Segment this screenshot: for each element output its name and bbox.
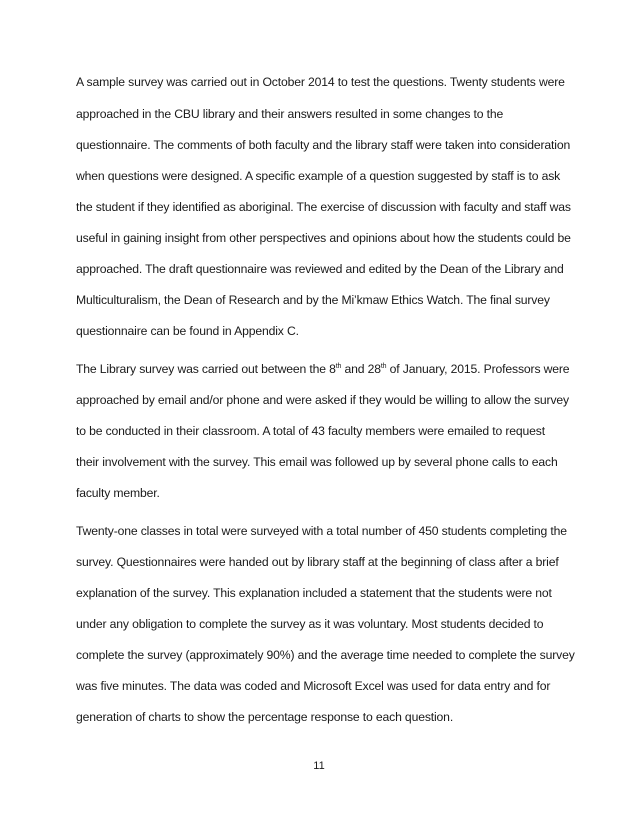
text-line: Multiculturalism, the Dean of Research and by the Mi’kmaw Ethics Watch. The final survey: [76, 293, 550, 307]
text-line: explanation of the survey. This explanation included a statement that the students were not: [76, 586, 552, 600]
text-line: approached by email and/or phone and were asked if they would be willing to allow the survey: [76, 393, 569, 407]
text-line: [76, 361, 569, 377]
text-line: useful in gaining insight from other perspectives and opinions about how the students could be: [76, 231, 571, 245]
text-span: of January, 2015. Professors were: [386, 362, 570, 376]
text-line: under any obligation to complete the survey as it was voluntary. Most students decided to: [76, 617, 544, 631]
text-line: complete the survey (approximately 90%) and the average time needed to complete the survey: [76, 648, 575, 662]
text-line: questionnaire. The comments of both faculty and the library staff were taken into consideration: [76, 138, 571, 152]
text-line: survey. Questionnaires were handed out by library staff at the beginning of class after a brief: [76, 555, 559, 569]
text-line: the student if they identified as aboriginal. The exercise of discussion with faculty and staff was: [76, 200, 571, 214]
text-line: approached in the CBU library and their answers resulted in some changes to the: [76, 107, 504, 121]
text-line: Twenty-one classes in total were surveyed with a total number of 450 students completing the: [76, 524, 567, 538]
text-line: to be conducted in their classroom. A total of 43 faculty members were emailed to request: [76, 424, 545, 438]
text-span: The Library survey was carried out between the 8: [76, 362, 336, 376]
text-line: was five minutes. The data was coded and Microsoft Excel was used for data entry and for: [76, 679, 551, 693]
text-span: and 28: [341, 362, 381, 376]
page-number: 11: [313, 760, 325, 772]
superscript: th: [335, 362, 342, 370]
text-line: their involvement with the survey. This email was followed up by several phone calls to each: [76, 455, 558, 469]
superscript: th: [380, 362, 387, 370]
text-line: questionnaire can be found in Appendix C.: [76, 324, 299, 338]
text-line: faculty member.: [76, 486, 160, 500]
text-line: generation of charts to show the percentage response to each question.: [76, 710, 454, 724]
text-line: approached. The draft questionnaire was reviewed and edited by the Dean of the Library and: [76, 262, 564, 276]
text-line: when questions were designed. A specific example of a question suggested by staff is to ask: [76, 169, 561, 183]
text-line: A sample survey was carried out in October 2014 to test the questions. Twenty students were: [76, 75, 565, 89]
